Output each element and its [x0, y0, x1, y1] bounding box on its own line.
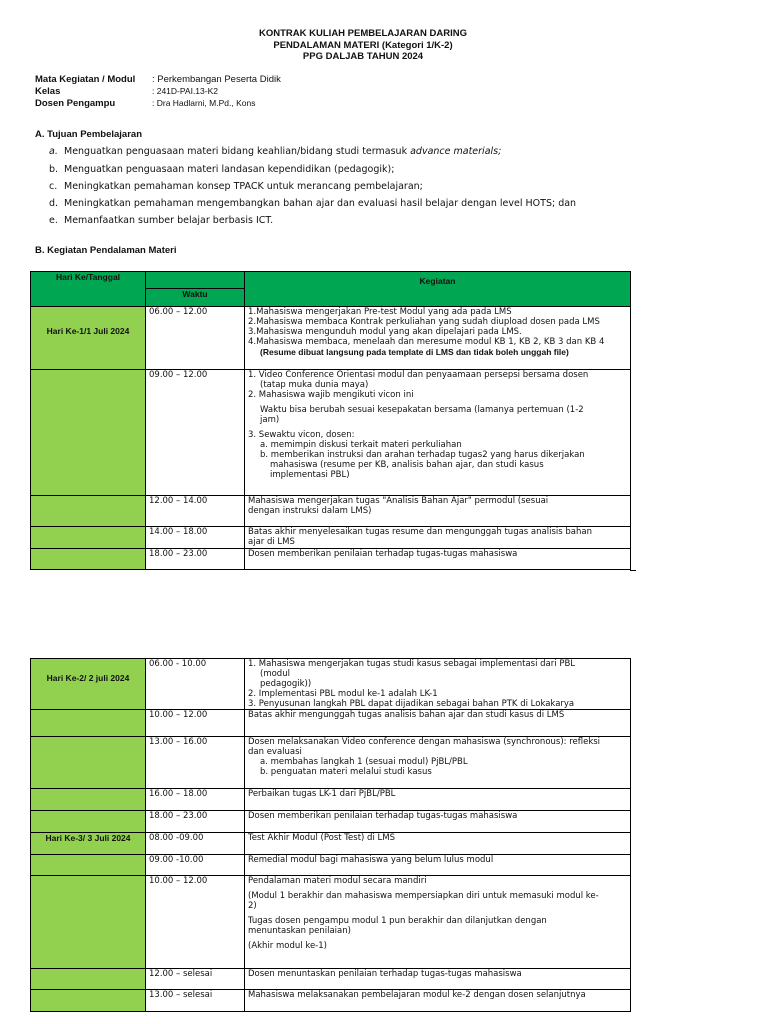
- section-a-title: A. Tujuan Pembelajaran: [35, 129, 142, 140]
- activity-cell: [245, 737, 631, 789]
- activity-cell: [245, 876, 631, 969]
- activity-line: 3.Mahasiswa mengunduh modul yang akan dipelajari pada LMS.: [248, 327, 522, 337]
- activity-line: 1. Video Conference Orientasi modul dan penyaamaan persepsi bersama dosen: [248, 370, 589, 380]
- activity-cell: [245, 527, 631, 549]
- activity-line: 3. Sewaktu vicon, dosen:: [248, 430, 355, 440]
- activity-line: 4.Mahasiswa membaca, menelaah dan meresume modul KB 1, KB 2, KB 3 dan KB 4: [248, 337, 605, 347]
- dosen-value: : Dra Hadlarni, M.Pd., Kons: [152, 98, 256, 108]
- activity-line: implementasi PBL): [270, 470, 350, 480]
- activity-line: (Modul 1 berakhir dan mahasiswa mempersiapkan diri untuk memasuki modul ke-: [248, 891, 599, 901]
- objective-item: [49, 215, 273, 226]
- activity-line: Batas akhir mengunggah tugas analisis bahan ajar dan studi kasus di LMS: [248, 710, 565, 720]
- day-cell: [31, 876, 146, 969]
- table-row: [31, 307, 631, 370]
- activity-cell: [245, 855, 631, 876]
- activity-line: Tugas dosen pengampu modul 1 pun berakhir dan dilanjutkan dengan: [248, 916, 547, 926]
- activity-cell: [245, 496, 631, 527]
- activity-line: Mahasiswa melaksanakan pembelajaran modul ke-2 dengan dosen selanjutnya: [248, 990, 586, 1000]
- activity-cell: [245, 549, 631, 570]
- time-cell: 13.00 – selesai: [146, 990, 245, 1012]
- activity-cell: [245, 370, 631, 496]
- table-row: [31, 969, 631, 990]
- table-row: [31, 527, 631, 549]
- table-row: [31, 833, 631, 855]
- objective-text: Menguatkan penguasaan materi bidang keahlian/bidang studi termasuk: [64, 146, 411, 157]
- activity-line: 1. Mahasiswa mengerjakan tugas studi kasus sebagai implementasi dari PBL: [248, 659, 576, 669]
- activity-line: Perbaikan tugas LK-1 dari PjBL/PBL: [248, 789, 396, 799]
- header-day: Hari Ke/Tanggal: [31, 272, 146, 307]
- table-end-rule: [630, 570, 636, 571]
- activity-line: a. memimpin diskusi terkait materi perkuliahan: [260, 440, 462, 450]
- objective-text: Menguatkan penguasaan materi landasan kependidikan (pedagogik);: [64, 164, 395, 175]
- objective-marker: b.: [49, 164, 59, 175]
- header-waktu: Waktu: [146, 289, 245, 307]
- time-cell: 18.00 – 23.00: [146, 811, 245, 833]
- objective-item: [49, 164, 394, 175]
- section-b-title: B. Kegiatan Pendalaman Materi: [35, 245, 177, 256]
- objective-item: [49, 146, 501, 157]
- table-row: [31, 496, 631, 527]
- time-cell: 18.00 – 23.00: [146, 549, 245, 570]
- activity-line: Dosen menuntaskan penilaian terhadap tugas-tugas mahasiswa: [248, 969, 522, 979]
- time-cell: 09.00 -10.00: [146, 855, 245, 876]
- modul-value: : Perkembangan Peserta Didik: [152, 74, 281, 85]
- activity-line: Mahasiswa mengerjakan tugas "Analisis Bahan Ajar" permodul (sesuai: [248, 496, 549, 506]
- objective-text: Meningkatkan pemahaman mengembangkan bahan ajar dan evaluasi hasil belajar dengan level HOTS; dan: [64, 198, 577, 209]
- doc-title-line1: KONTRAK KULIAH PEMBELAJARAN DARING: [259, 28, 467, 39]
- day-cell: [31, 549, 146, 570]
- activity-line: (modul: [260, 669, 290, 679]
- objective-text: Memanfaatkan sumber belajar berbasis ICT.: [64, 215, 274, 226]
- kelas-value: : 241D-PAI.13-K2: [152, 86, 218, 96]
- activity-line: a. membahas langkah 1 (sesuai modul) PjBL/PBL: [260, 757, 468, 767]
- objective-marker: c.: [49, 181, 58, 192]
- activity-line: 2. Implementasi PBL modul ke-1 adalah LK-1: [248, 689, 438, 699]
- objective-item: [49, 181, 423, 192]
- time-cell: 13.00 – 16.00: [146, 737, 245, 789]
- activity-line: dan evaluasi: [248, 747, 302, 757]
- time-cell: 08.00 -09.00: [146, 833, 245, 855]
- activity-cell: [245, 833, 631, 855]
- time-cell: 10.00 – 12.00: [146, 876, 245, 969]
- activity-line: Dosen memberikan penilaian terhadap tugas-tugas mahasiswa: [248, 549, 518, 559]
- activity-line: (tatap muka dunia maya): [260, 380, 369, 390]
- day-cell: [31, 370, 146, 496]
- activity-cell: [245, 307, 631, 370]
- objective-item: [49, 198, 576, 209]
- activity-cell: [245, 659, 631, 710]
- activity-line: Waktu bisa berubah sesuai kesepakatan bersama (lamanya pertemuan (1-2: [260, 405, 584, 415]
- time-cell: 09.00 – 12.00: [146, 370, 245, 496]
- activity-cell: [245, 969, 631, 990]
- day-cell: [31, 710, 146, 737]
- time-cell: 14.00 – 18.00: [146, 527, 245, 549]
- day-cell: [31, 527, 146, 549]
- time-cell: 10.00 – 12.00: [146, 710, 245, 737]
- time-cell: 06.00 - 10.00: [146, 659, 245, 710]
- table-row: [31, 811, 631, 833]
- activity-line: dengan instruksi dalam LMS): [248, 506, 372, 516]
- table-row: [31, 370, 631, 496]
- activity-line: 3. Penyusunan langkah PBL dapat dijadikan sebagai bahan PTK di Lokakarya: [248, 699, 575, 709]
- activity-cell: [245, 710, 631, 737]
- day-cell: [31, 737, 146, 789]
- day-cell: [31, 789, 146, 811]
- activity-note: (Resume dibuat langsung pada template di LMS dan tidak boleh unggah file): [260, 347, 569, 357]
- activity-line: b. penguatan materi melalui studi kasus: [260, 767, 432, 777]
- day-cell: [31, 811, 146, 833]
- table-row: [31, 990, 631, 1012]
- activity-line: 1.Mahasiswa mengerjakan Pre-test Modul yang ada pada LMS: [248, 307, 512, 317]
- objective-marker: a.: [49, 146, 58, 157]
- time-cell: 12.00 – selesai: [146, 969, 245, 990]
- activity-line: 2.Mahasiswa membaca Kontrak perkuliahan yang sudah diupload dosen pada LMS: [248, 317, 600, 327]
- activity-cell: [245, 990, 631, 1012]
- activity-cell: [245, 811, 631, 833]
- objective-italic: advance materials;: [410, 146, 502, 157]
- activity-line: pedagogik)): [260, 679, 312, 689]
- kelas-label: Kelas: [35, 86, 61, 97]
- schedule-table-day2-3: [30, 658, 631, 1012]
- activity-line: jam): [260, 415, 280, 425]
- activity-line: 2): [248, 901, 257, 911]
- activity-line: b. memberikan instruksi dan arahan terhadap tugas2 yang harus dikerjakan: [260, 450, 585, 460]
- table-row: [31, 549, 631, 570]
- doc-title-line2: PENDALAMAN MATERI (Kategori 1/K-2): [273, 40, 453, 51]
- schedule-table-day1: [30, 271, 631, 570]
- activity-line: Remedial modul bagi mahasiswa yang belum lulus modul: [248, 855, 494, 865]
- objective-marker: d.: [49, 198, 59, 209]
- activity-line: Dosen melaksanakan Video conference dengan mahasiswa (synchronous): refleksi: [248, 737, 601, 747]
- table-row: [31, 876, 631, 969]
- table-row: [31, 789, 631, 811]
- activity-line: Test Akhir Modul (Post Test) di LMS: [248, 833, 395, 843]
- doc-title-line3: PPG DALJAB TAHUN 2024: [302, 51, 424, 62]
- activity-line: 2. Mahasiswa wajib mengikuti vicon ini: [248, 390, 414, 400]
- time-cell: 16.00 – 18.00: [146, 789, 245, 811]
- day-cell: [31, 990, 146, 1012]
- table-row: [31, 710, 631, 737]
- activity-cell: [245, 789, 631, 811]
- day-cell: Hari Ke-3/ 3 Juli 2024: [31, 833, 146, 855]
- modul-label: Mata Kegiatan / Modul: [35, 74, 136, 85]
- time-cell: 06.00 – 12.00: [146, 307, 245, 370]
- day-cell: Hari Ke-2/ 2 juli 2024: [31, 659, 146, 710]
- day-cell: [31, 855, 146, 876]
- header-blank: [146, 272, 245, 289]
- activity-line: mahasiswa (resume per KB, analisis bahan ajar, dan studi kasus: [270, 460, 544, 470]
- table-row: [31, 855, 631, 876]
- activity-line: Batas akhir menyelesaikan tugas resume dan mengunggah tugas analisis bahan: [248, 527, 592, 537]
- activity-line: Dosen memberikan penilaian terhadap tugas-tugas mahasiswa: [248, 811, 518, 821]
- objective-text: Meningkatkan pemahaman konsep TPACK untuk merancang pembelajaran;: [64, 181, 423, 192]
- table-row: [31, 737, 631, 789]
- header-kegiatan: Kegiatan: [245, 272, 631, 307]
- time-cell: 12.00 – 14.00: [146, 496, 245, 527]
- objective-marker: e.: [49, 215, 58, 226]
- activity-line: (Akhir modul ke-1): [248, 941, 327, 951]
- day-cell: Hari Ke-1/1 Juli 2024: [31, 307, 146, 370]
- day-cell: [31, 496, 146, 527]
- day-cell: [31, 969, 146, 990]
- activity-line: ajar di LMS: [248, 537, 295, 547]
- activity-line: menuntaskan penilaian): [248, 926, 351, 936]
- table-row: [31, 659, 631, 710]
- activity-line: Pendalaman materi modul secara mandiri: [248, 876, 427, 886]
- dosen-label: Dosen Pengampu: [35, 98, 116, 109]
